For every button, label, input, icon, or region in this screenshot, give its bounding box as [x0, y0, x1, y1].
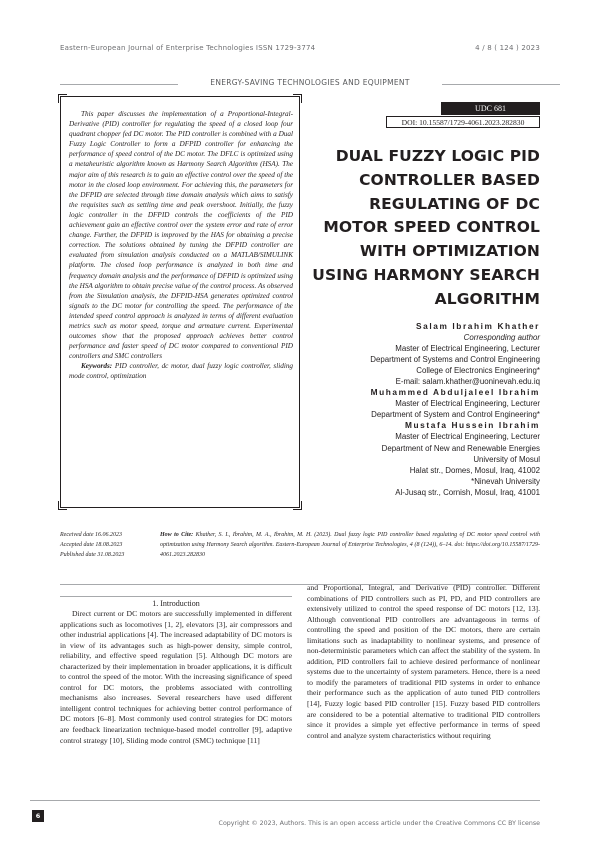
article-dates	[60, 530, 160, 560]
address: Halat str., Domes, Mosul, Iraq, 41002	[409, 465, 540, 475]
author-name: Mustafa Hussein Ibrahim	[404, 420, 540, 431]
author-position: Master of Electrical Engineering, Lecturer	[395, 432, 540, 442]
copyright-footer: Copyright © 2023, Authors. This is an open access article under the Creative Commons CC BY license	[218, 820, 540, 827]
author-name: Salam Ibrahim Khather	[416, 321, 540, 331]
address: Al-Jusaq str., Cornish, Mosul, Iraq, 41001	[395, 487, 540, 497]
keywords-label: Keywords:	[81, 362, 113, 371]
doi-link[interactable]: DOI: 10.15587/1729-4061.2023.282830	[386, 116, 540, 128]
author-college: College of Electronics Engineering*	[416, 366, 540, 376]
author-position: Master of Electrical Engineering, Lecturer	[395, 399, 540, 409]
intro-left-column: Direct current or DC motors are successfully implemented in different applications such as locomotives [1, 2], elevators [3], air compressors and other industrial applications [4]. The increased adaptability of DC motors is in view of its advantages such as high-power density, simple control, reliability, and effective speed regulation [5]. Although DC motors are characterized by their implementation in broader applications, it is difficult to control the speed of the motor. With the increasing significance of speed control for DC motors, the problems associated with controlling mechanisms also increases. Several researchers have used different intelligent control techniques for achieving better control performance of DC motors [6–8]. Most commonly used control strategies for DC motors are feedback linearization technique-based model controller [9], adaptive control strategy [10], Sliding mode control (SMC) technique [11]	[60, 609, 292, 745]
page-number: 6	[32, 810, 44, 822]
section-title: ENERGY-SAVING TECHNOLOGIES AND EQUIPMENT	[210, 78, 410, 87]
section-header	[60, 78, 560, 90]
accepted-date: Accepted date 18.08.2023	[60, 542, 123, 548]
footer-rule	[30, 800, 540, 801]
keywords-list: PID controller, dc motor, dual fuzzy logic controller, sliding mode control, optimization	[69, 362, 294, 381]
author-department: Department of System and Control Engineering*	[371, 410, 540, 420]
author-name: Muhammed Abduljaleel Ibrahim	[370, 387, 540, 398]
author-position: Master of Electrical Engineering, Lecturer	[395, 344, 540, 354]
issue-number: 4 / 8 ( 124 ) 2023	[475, 44, 540, 52]
abstract-box	[60, 96, 300, 508]
author-block	[300, 321, 540, 498]
published-date: Published date 31.08.2023	[60, 552, 125, 558]
author-department: Department of Systems and Control Engineering	[370, 355, 540, 365]
citation	[160, 530, 540, 560]
received-date: Received date 16.06.2023	[60, 532, 122, 538]
author-email[interactable]: E-mail: salam.khather@uoninevah.edu.iq	[395, 377, 540, 387]
institution: *Ninevah University	[471, 476, 540, 486]
journal-header: Eastern-European Journal of Enterprise Technologies ISSN 1729-3774	[60, 44, 316, 52]
udc-label: UDC 681	[441, 102, 540, 115]
corresponding-note: Corresponding author	[463, 333, 540, 343]
abstract-body: This paper discusses the implementation of a Proportional-Integral-Derivative (PID) controller for regulating the speed of a closed loop four quadrant chopper fed DC motor. The PID controller is combined with a Dual Fuzzy Logic Controller to form a DFPID controller for enhancing the performance of speed control of the DC motor. The DFLC is optimized using a metaheuristic algorithm known as Harmony Search Algorithm (HSA). The major aim of this research is to gain an effective control over the speed of the motor in the closed loop environment. For achieving this, the parameters for the DFPID are selected through time domain analysis which aims to satisfy the requisites such as settling time and peak overshoot. Initially, the fuzzy logic controller in the DFPID controls the coefficients of the PID achievement gain an effective control over the system error and rate of error change. Further, the DFPID is improved by the HAS for obtaining a precise correction. The solutions obtained by tuning the DFPID controller are evaluated from simulation analysis conducted on a MATLAB/SIMULINK platform. The closed loop performance is analyzed in both time and frequency domain analysis and the performance of DFPID is optimized using the HSA algorithm to obtain precise value of the control process. As observed from the Simulation analysis, the DFPID-HSA generates optimized control signals to the DC motor for controlling the speed. The performance of the intended speed control approach is analyzed in terms of different evaluation metrics such as motor speed, torque and armature current. Experimental outcomes show that the proposed approach achieves better control performance and faster speed of DC motor compared to conventional PID controllers and SMC controllers	[69, 110, 293, 361]
citation-label: How to Cite:	[160, 532, 194, 538]
citation-text[interactable]: Khather, S. I., Ibrahim, M. A., Ibrahim, M. H. (2023). Dual fuzzy logic PID controller based regulating of DC motor speed control with optimization using Harmony Search algorithm. Eastern-European Journal of Enterprise Technologies, 4 (8 (124)), 6–14. doi: https://doi.org/10.15587/1729-4061.2023.282830	[160, 532, 540, 558]
article-title: DUAL FUZZY LOGIC PID CONTROLLER BASED REGULATING OF DC MOTOR SPEED CONTROL WITH OPTIMIZATION USING HARMONY SEARCH ALGORITHM	[312, 147, 540, 308]
abstract-text	[69, 109, 293, 382]
intro-heading-text: 1. Introduction	[152, 599, 200, 608]
intro-right-column: and Proportional, Integral, and Derivative (PID) controller. Different combinations of PID controllers such as PI, PD, and PID controllers are extensively utilized to control the speed response of DC motors [12, 13]. Although conventional PID controllers are advantageous in terms of controlling the speed and position of the DC motors, there are certain limitations such as inadaptability to nonlinear systems, and presence of non-deterministic parameters which can affect the stability of the system. In addition, PID controllers fail to achieve desired performance of nonlinear systems due to the uncertainty of system parameters. Hence, there is a need to modify the parameters of traditional PID systems in order to enhance their performance such as the application of auto tuned PID controllers [14], Fuzzy logic based PID controller [15]. Fuzzy based PID controllers are considered to be a potential alternative to traditional PID controllers since it provides a simple yet effective performance in terms of speed control and analyze system characteristics without requiring	[307, 583, 540, 740]
author-department: Department of New and Renewable Energies	[381, 443, 540, 453]
keywords	[69, 361, 293, 381]
university: University of Mosul	[473, 454, 540, 464]
